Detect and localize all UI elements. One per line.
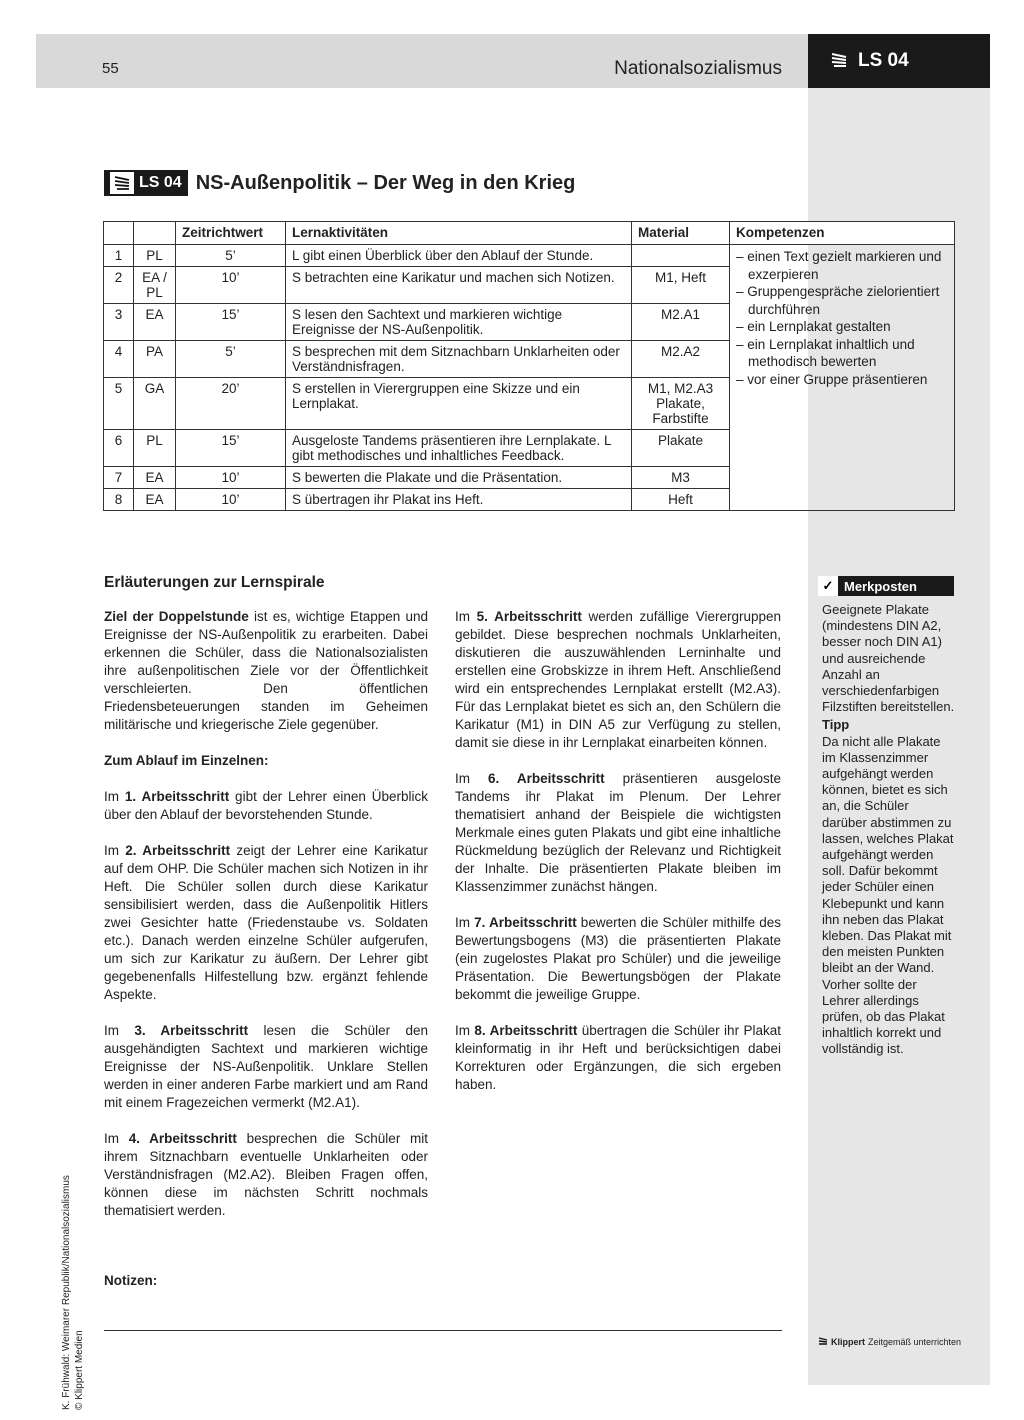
cell-nr: 4 bbox=[104, 341, 134, 378]
tipp-text: Da nicht alle Plakate im Klassenzimmer aufgehängt werden können, bietet es sich an, die Schüler darüber abstimmen zu lassen, welches Plakat aufgehängt werden soll. Dafür bekommt jeder Schüler einen Klebepunkt und kann ihn neben das Plakat kleben. Das Plakat mit den meisten Punkten bleibt an der Wand. Vorher sollte der Lehrer allerdings prüfen, ob das Plakat inhaltlich korrekt und vollständig ist. bbox=[822, 733, 954, 1057]
cell-nr: 6 bbox=[104, 430, 134, 467]
footer-brand: Klippert Zeitgemäß unterrichten bbox=[818, 1337, 961, 1347]
paragraph-step-2: Im 2. Arbeitsschritt zeigt der Lehrer eine Karikatur auf dem OHP. Die Schüler machen sich Notizen in ihr Heft. Die Schüler sollen durch diese Karikatur sensibilisiert werden, dass die Außenpolitik Hitlers zwei Gesichter hatte (Friedenstaube vs. Soldaten etc.). Danach werden einzelne Schüler aufgerufen, um sich zur Karikatur zu äußern. Der Lehrer gibt gegebenenfalls Hilfestellung bzw. ergänzt fehlende Aspekte. bbox=[104, 843, 428, 1002]
cell-material: M2.A2 bbox=[632, 341, 730, 378]
cell-aktivitaet: S besprechen mit dem Sitznachbarn Unklarheiten oder Verständnisfragen. bbox=[286, 341, 632, 378]
klippert-logo-icon bbox=[830, 52, 848, 70]
cell-aktivitaet: S lesen den Sachtext und markieren wichtige Ereignisse der NS-Außenpolitik. bbox=[286, 304, 632, 341]
cell-form: PL bbox=[134, 245, 176, 267]
cell-zeit: 10’ bbox=[176, 467, 286, 489]
title-badge-label: LS 04 bbox=[139, 174, 182, 191]
col-header bbox=[134, 222, 176, 245]
klippert-logo-icon bbox=[818, 1337, 828, 1347]
cell-zeit: 20’ bbox=[176, 378, 286, 430]
paragraph-step-1: Im 1. Arbeitsschritt gibt der Lehrer einen Überblick über den Ablauf der bevorstehenden Stunde. bbox=[104, 789, 429, 822]
checkmark-icon: ✓ bbox=[818, 576, 838, 596]
cell-aktivitaet: S betrachten eine Karikatur und machen sich Notizen. bbox=[286, 267, 632, 304]
kompetenz-item: – Gruppengespräche zielorientiert durchführen bbox=[736, 284, 940, 317]
section-heading: Erläuterungen zur Lernspirale bbox=[104, 574, 325, 591]
notes-line bbox=[104, 1330, 782, 1331]
cell-kompetenzen bbox=[730, 245, 955, 511]
cell-aktivitaet: S erstellen in Vierergruppen eine Skizze und ein Lernplakat. bbox=[286, 378, 632, 430]
cell-aktivitaet: L gibt einen Überblick über den Ablauf der Stunde. bbox=[286, 245, 632, 267]
ls-tab-label: LS 04 bbox=[858, 50, 909, 71]
text-column-right bbox=[455, 608, 781, 1112]
cell-nr: 1 bbox=[104, 245, 134, 267]
cell-nr: 5 bbox=[104, 378, 134, 430]
col-header: Lernaktivitäten bbox=[286, 222, 632, 245]
paragraph-step-5: Im 5. Arbeitsschritt werden zufällige Vierergruppen gebildet. Diese besprechen nochmals Unklarheiten, diskutieren die auszuwählenden Lerninhalte und erstellen eine Grobskizze in ihrem Heft. Anschließend wird ein entsprechendes Lernplakat erstellt (M2.A3). Für das Lernplakat bietet es sich an, den Schülern die Karikatur (M1) in DIN A5 zur Verfügung zu stellen, damit sie diese in ihr Lernplakat einarbeiten können. bbox=[455, 609, 782, 750]
cell-nr: 8 bbox=[104, 489, 134, 511]
cell-zeit: 15’ bbox=[176, 304, 286, 341]
lesson-plan-table bbox=[103, 221, 955, 511]
cell-aktivitaet: S übertragen ihr Plakat ins Heft. bbox=[286, 489, 632, 511]
cell-form: PA bbox=[134, 341, 176, 378]
paragraph-goal: Ziel der Doppelstunde ist es, wichtige Etappen und Ereignisse der NS-Außenpolitik zu erarbeiten. Dabei erkennen die Schüler, dass die Nationalsozialisten ihre außenpolitischen Ziele vor der Öffentlichkeit verschleierten. Den öffentlichen Friedensbeteuerungen standen im Geheimen militärische und kriegerische Ziele gegenüber. bbox=[104, 609, 428, 732]
cell-aktivitaet: S bewerten die Plakate und die Präsentation. bbox=[286, 467, 632, 489]
cell-material: M3 bbox=[632, 467, 730, 489]
cell-material: Plakate bbox=[632, 430, 730, 467]
page-number: 55 bbox=[102, 60, 119, 77]
table-row bbox=[104, 245, 955, 267]
cell-form: PL bbox=[134, 430, 176, 467]
merkposten-label: ✓ Merkposten bbox=[818, 576, 954, 596]
cell-material: M1, M2.A3 Plakate, Farbstifte bbox=[632, 378, 730, 430]
cell-zeit: 5’ bbox=[176, 341, 286, 378]
copyright-vertical: K. Frühwald: Weimarer Republik/Nationalsozialismus © Klippert Medien bbox=[61, 1175, 85, 1410]
cell-zeit: 10’ bbox=[176, 267, 286, 304]
col-header: Material bbox=[632, 222, 730, 245]
col-header: Kompetenzen bbox=[730, 222, 955, 245]
cell-form: GA bbox=[134, 378, 176, 430]
cell-nr: 2 bbox=[104, 267, 134, 304]
cell-material: M1, Heft bbox=[632, 267, 730, 304]
paragraph-step-8: Im 8. Arbeitsschritt übertragen die Schüler ihr Plakat kleinformatig in ihr Heft und berücksichtigen dabei Korrekturen oder Ergänzungen, die sich ergeben haben. bbox=[455, 1023, 781, 1092]
paragraph-step-4: Im 4. Arbeitsschritt besprechen die Schüler mit ihrem Sitznachbarn eventuelle Unklarheiten oder Verständnisfragen (M2.A2). Bleiben Fragen offen, können diese im nächsten Schritt nochmals thematisiert werden. bbox=[104, 1131, 428, 1218]
page-title bbox=[104, 170, 575, 196]
cell-aktivitaet: Ausgeloste Tandems präsentieren ihre Lernplakate. L gibt methodisches und inhaltliches Feedback. bbox=[286, 430, 632, 467]
kompetenz-item: – ein Lernplakat inhaltlich und methodisch bewerten bbox=[736, 336, 915, 369]
sidebar-notes bbox=[822, 602, 956, 1058]
col-header bbox=[104, 222, 134, 245]
merkposten-text: Geeignete Plakate (mindestens DIN A2, besser noch DIN A1) und ausreichende Anzahl an verschiedenfarbigen Filzstiften bereitstellen. bbox=[822, 602, 955, 715]
cell-zeit: 15’ bbox=[176, 430, 286, 467]
cell-material: M2.A1 bbox=[632, 304, 730, 341]
title-badge bbox=[104, 170, 188, 196]
header-title: Nationalsozialismus bbox=[614, 58, 782, 79]
table-header-row bbox=[104, 222, 955, 245]
cell-zeit: 5’ bbox=[176, 245, 286, 267]
paragraph-step-7: Im 7. Arbeitsschritt bewerten die Schüler mithilfe des Bewertungsbogens (M3) die präsentierten Plakate (ein zugelostes Plakat pro Schüler) und die jeweilige Präsentation. Die Bewertungsbögen der Plakate bekommt die jeweilige Gruppe. bbox=[455, 915, 782, 1002]
cell-form: EA bbox=[134, 467, 176, 489]
cell-form: EA bbox=[134, 304, 176, 341]
kompetenz-item: – einen Text gezielt markieren und exzerpieren bbox=[736, 249, 942, 282]
cell-material: Heft bbox=[632, 489, 730, 511]
cell-nr: 3 bbox=[104, 304, 134, 341]
cell-nr: 7 bbox=[104, 467, 134, 489]
ls-tab bbox=[808, 34, 990, 88]
kompetenz-item: – vor einer Gruppe präsentieren bbox=[736, 371, 928, 387]
cell-form: EA bbox=[134, 489, 176, 511]
subheading: Zum Ablauf im Einzelnen: bbox=[104, 753, 269, 768]
paragraph-step-6: Im 6. Arbeitsschritt präsentieren ausgeloste Tandems ihr Plakat im Plenum. Der Lehrer thematisiert anhand der Beispiele die wichtigsten Merkmale eines guten Plakats und gibt eine inhaltliche Rückmeldung bezüglich der Relevanz und Richtigkeit der Inhalte. Die präsentierten Plakate bleiben im Klassenzimmer zunächst hängen. bbox=[455, 771, 781, 894]
title-text: NS-Außenpolitik – Der Weg in den Krieg bbox=[195, 171, 576, 194]
cell-material bbox=[632, 245, 730, 267]
text-column-left bbox=[104, 608, 428, 1238]
col-header: Zeitrichtwert bbox=[176, 222, 286, 245]
klippert-logo-icon bbox=[110, 172, 134, 194]
paragraph-step-3: Im 3. Arbeitsschritt lesen die Schüler den ausgehändigten Sachtext und markieren wichtige Ereignisse der NS-Außenpolitik. Unklare Stellen werden in einer anderen Farbe markiert und am Rand mit einem Fragezeichen vermerkt (M2.A1). bbox=[104, 1023, 428, 1110]
kompetenz-item: – ein Lernplakat gestalten bbox=[736, 319, 891, 334]
notes-label: Notizen: bbox=[104, 1273, 158, 1288]
cell-zeit: 10’ bbox=[176, 489, 286, 511]
cell-form: EA / PL bbox=[134, 267, 176, 304]
tipp-label: Tipp bbox=[822, 717, 850, 733]
